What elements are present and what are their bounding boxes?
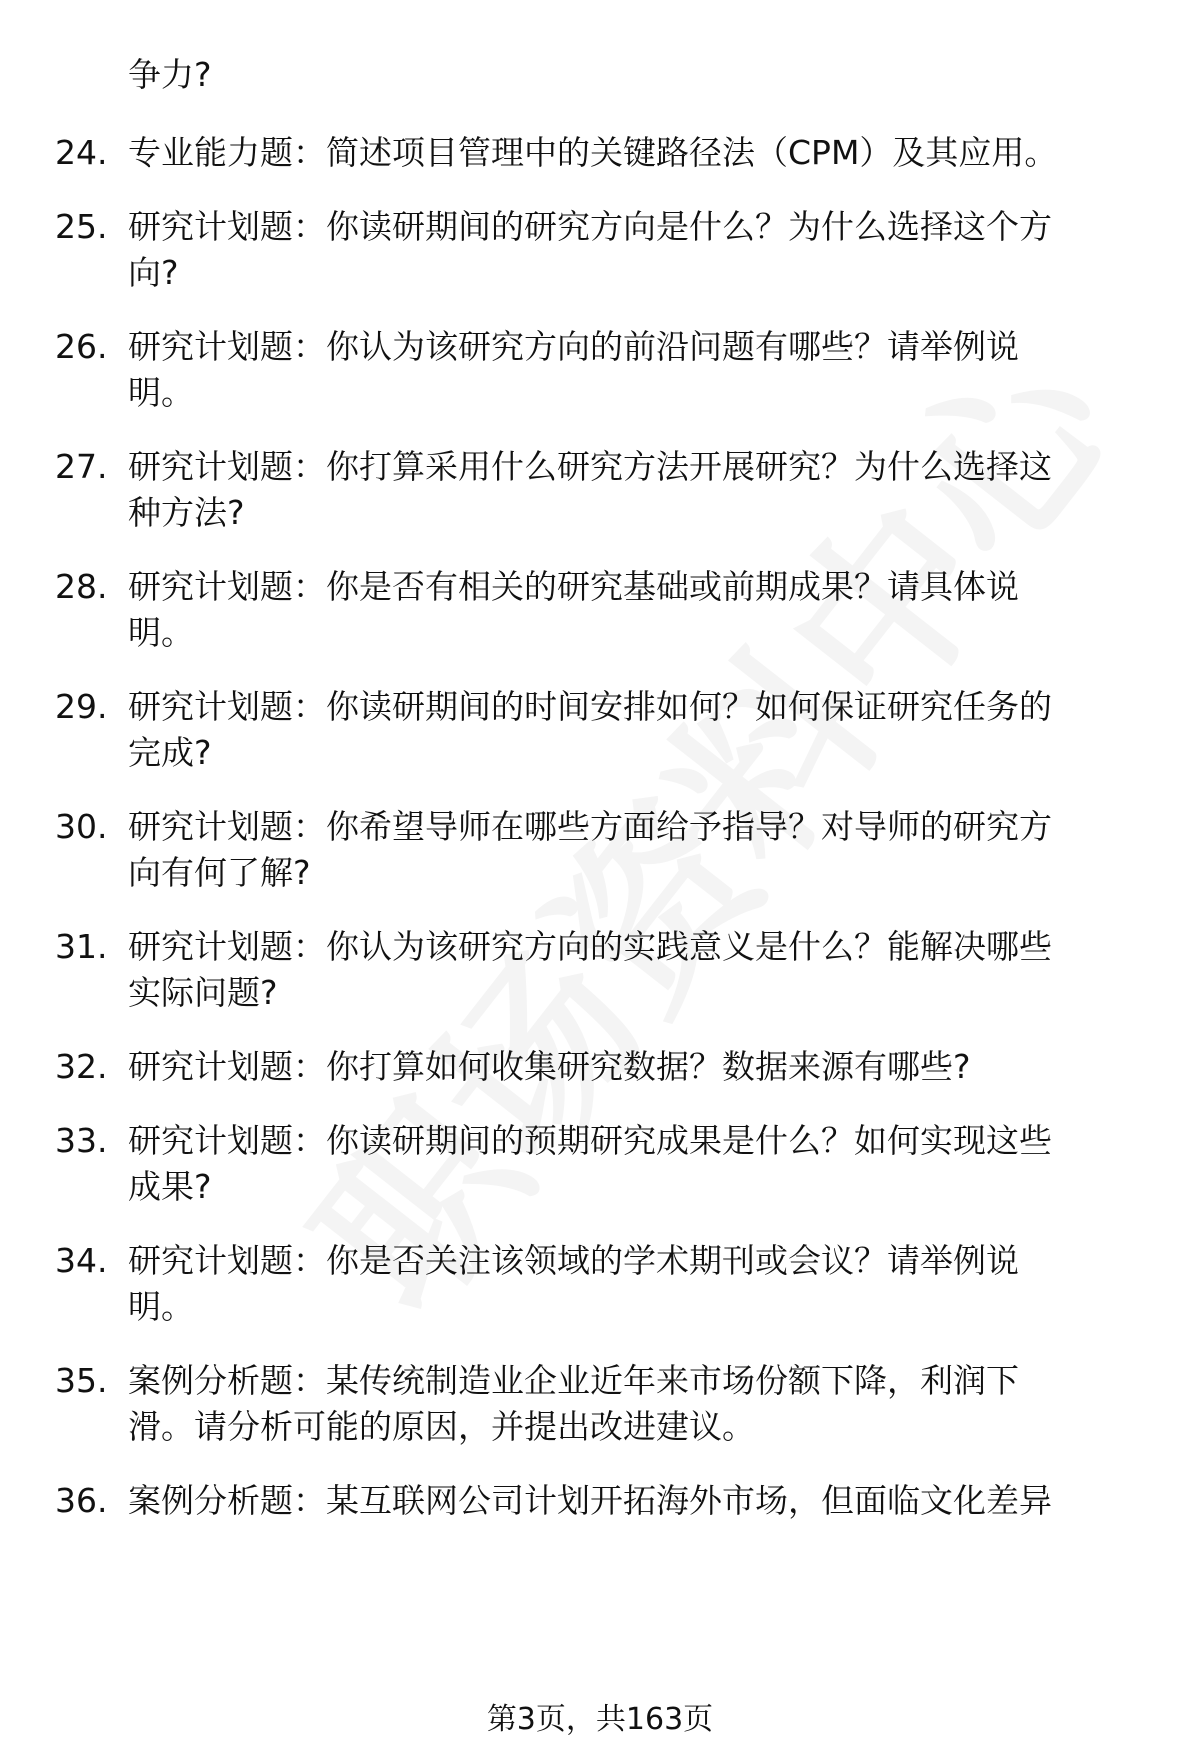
question-text: 研究计划题：你读研期间的研究方向是什么？为什么选择这个方 (128, 207, 1052, 246)
question-number: 32. (55, 1047, 108, 1086)
question-text-cont: 实际问题? (128, 973, 278, 1012)
question-text-cont: 成果? (128, 1167, 212, 1206)
question-number: 24. (55, 133, 108, 172)
question-text-cont: 向? (128, 253, 179, 292)
question-text: 研究计划题：你打算如何收集研究数据？数据来源有哪些? (128, 1047, 971, 1086)
question-text: 研究计划题：你打算采用什么研究方法开展研究？为什么选择这 (128, 447, 1052, 486)
question-text-cont: 明。 (128, 613, 194, 652)
question-text: 研究计划题：你认为该研究方向的实践意义是什么？能解决哪些 (128, 927, 1052, 966)
question-number: 31. (55, 927, 108, 966)
question-number: 26. (55, 327, 108, 366)
continued-text: 争力? (128, 55, 212, 94)
question-number: 34. (55, 1241, 108, 1280)
page-footer: 第3页，共163页 (486, 1702, 714, 1737)
question-text: 案例分析题：某传统制造业企业近年来市场份额下降，利润下 (128, 1361, 1019, 1400)
question-text: 研究计划题：你是否关注该领域的学术期刊或会议？请举例说 (128, 1241, 1019, 1280)
question-number: 30. (55, 807, 108, 846)
question-text-cont: 滑。请分析可能的原因，并提出改进建议。 (128, 1407, 755, 1446)
question-text: 研究计划题：你读研期间的时间安排如何？如何保证研究任务的 (128, 687, 1052, 726)
question-text: 研究计划题：你希望导师在哪些方面给予指导？对导师的研究方 (128, 807, 1052, 846)
question-text: 案例分析题：某互联网公司计划开拓海外市场，但面临文化差异 (128, 1481, 1052, 1520)
question-number: 36. (55, 1481, 108, 1520)
question-text: 研究计划题：你读研期间的预期研究成果是什么？如何实现这些 (128, 1121, 1052, 1160)
question-number: 25. (55, 207, 108, 246)
question-text-cont: 明。 (128, 373, 194, 412)
question-number: 33. (55, 1121, 108, 1160)
question-number: 35. (55, 1361, 108, 1400)
question-number: 27. (55, 447, 108, 486)
question-text-cont: 向有何了解? (128, 853, 311, 892)
question-text-cont: 种方法? (128, 493, 245, 532)
question-text: 研究计划题：你认为该研究方向的前沿问题有哪些？请举例说 (128, 327, 1019, 366)
question-text-cont: 明。 (128, 1287, 194, 1326)
question-number: 28. (55, 567, 108, 606)
question-text: 研究计划题：你是否有相关的研究基础或前期成果？请具体说 (128, 567, 1019, 606)
question-text: 专业能力题：简述项目管理中的关键路径法（CPM）及其应用。 (128, 133, 1058, 172)
question-text-cont: 完成? (128, 733, 212, 772)
question-number: 29. (55, 687, 108, 726)
